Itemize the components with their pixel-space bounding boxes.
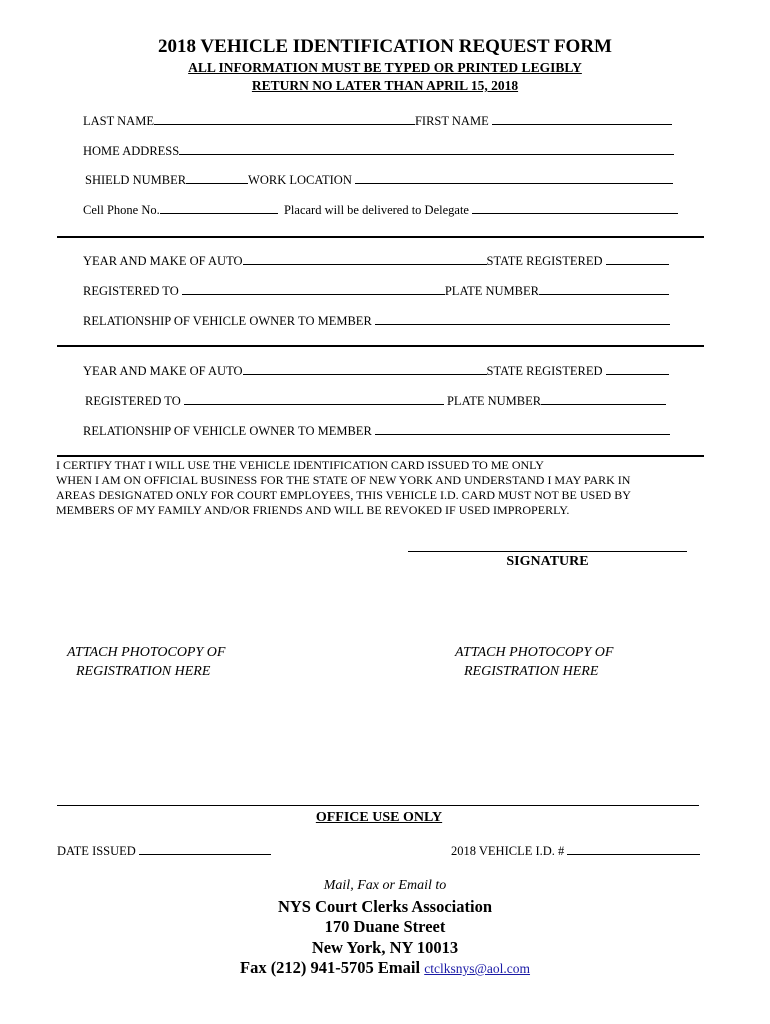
- v2-plate-field[interactable]: [541, 393, 666, 405]
- last-name-row: [83, 113, 672, 129]
- cell-phone-label: Cell Phone No.: [83, 203, 160, 217]
- v1-year-make-field[interactable]: [243, 253, 487, 265]
- home-address-row: [83, 143, 674, 159]
- work-location-field[interactable]: [355, 172, 673, 184]
- certification-text: [56, 458, 696, 518]
- attach-left-line1: ATTACH PHOTOCOPY OF: [67, 645, 226, 660]
- instruction-legibly: ALL INFORMATION MUST BE TYPED OR PRINTED LEGIBLY: [188, 60, 582, 75]
- certification-line: I CERTIFY THAT I WILL USE THE VEHICLE IDENTIFICATION CARD ISSUED TO ME ONLY: [56, 458, 544, 472]
- vehicle-id-field[interactable]: [567, 843, 700, 855]
- office-divider: [57, 805, 699, 806]
- certification-line: AREAS DESIGNATED ONLY FOR COURT EMPLOYEES, THIS VEHICLE I.D. CARD MUST NOT BE USED BY: [56, 488, 631, 502]
- instruction-deadline: RETURN NO LATER THAN APRIL 15, 2018: [251, 78, 519, 93]
- v1-relationship-row: [83, 313, 670, 329]
- attach-right-line2: REGISTRATION HERE: [464, 664, 599, 679]
- v2-state-label: STATE REGISTERED: [486, 364, 603, 378]
- footer-street: 170 Duane Street: [324, 917, 446, 936]
- v2-plate-label: PLATE NUMBER: [446, 394, 542, 408]
- last-name-label: LAST NAME: [83, 114, 154, 128]
- attach-right: [455, 643, 613, 681]
- v2-state-field[interactable]: [606, 363, 669, 375]
- vehicle-id-label: 2018 VEHICLE I.D. #: [451, 844, 565, 858]
- v1-relationship-field[interactable]: [375, 313, 670, 325]
- footer-intro: Mail, Fax or Email to: [323, 878, 447, 893]
- shield-row: [85, 172, 673, 188]
- shield-number-field[interactable]: [186, 172, 248, 184]
- office-use-heading: OFFICE USE ONLY: [315, 810, 443, 825]
- v2-year-make-field[interactable]: [243, 363, 487, 375]
- attach-right-line1: ATTACH PHOTOCOPY OF: [455, 645, 614, 660]
- v2-relationship-label: RELATIONSHIP OF VEHICLE OWNER TO MEMBER: [83, 424, 372, 438]
- v2-registered-to-label: REGISTERED TO: [85, 394, 181, 408]
- v2-relationship-row: [83, 423, 670, 439]
- v1-year-make-label: YEAR AND MAKE OF AUTO: [83, 254, 243, 268]
- signature-line[interactable]: [408, 551, 687, 552]
- v1-registered-to-label: REGISTERED TO: [83, 284, 179, 298]
- home-address-field[interactable]: [179, 143, 674, 155]
- v1-state-field[interactable]: [606, 253, 669, 265]
- v2-registered-row: [85, 393, 666, 409]
- certification-line: WHEN I AM ON OFFICIAL BUSINESS FOR THE STATE OF NEW YORK AND UNDERSTAND I MAY PARK IN: [56, 473, 631, 487]
- vehicle-id-row: [451, 843, 700, 859]
- footer-org: NYS Court Clerks Association: [277, 897, 493, 916]
- first-name-field[interactable]: [492, 113, 672, 125]
- signature-label: SIGNATURE: [506, 554, 589, 569]
- section-divider: [57, 345, 704, 347]
- v2-registered-to-field[interactable]: [184, 393, 444, 405]
- placard-field[interactable]: [472, 202, 678, 214]
- certification-line: MEMBERS OF MY FAMILY AND/OR FRIENDS AND WILL BE REVOKED IF USED IMPROPERLY.: [56, 503, 570, 517]
- date-issued-label: DATE ISSUED: [57, 844, 136, 858]
- v2-year-row: [83, 363, 669, 379]
- v2-year-make-label: YEAR AND MAKE OF AUTO: [83, 364, 243, 378]
- date-issued-row: [57, 843, 271, 859]
- footer-city: New York, NY 10013: [311, 938, 459, 957]
- v1-relationship-label: RELATIONSHIP OF VEHICLE OWNER TO MEMBER: [83, 314, 372, 328]
- v1-state-label: STATE REGISTERED: [486, 254, 603, 268]
- home-address-label: HOME ADDRESS: [83, 144, 180, 158]
- v1-registered-to-field[interactable]: [182, 283, 445, 295]
- footer-fax: Fax (212) 941-5705 Email: [239, 958, 421, 977]
- attach-left: [67, 643, 225, 681]
- v1-registered-row: [83, 283, 669, 299]
- v1-plate-label: PLATE NUMBER: [444, 284, 539, 298]
- work-location-label: WORK LOCATION: [248, 173, 352, 187]
- footer-contact: [0, 958, 770, 978]
- date-issued-field[interactable]: [139, 843, 271, 855]
- v1-year-row: [83, 253, 669, 269]
- first-name-label: FIRST NAME: [414, 114, 489, 128]
- form-title: 2018 VEHICLE IDENTIFICATION REQUEST FORM: [158, 36, 612, 57]
- placard-label: Placard will be delivered to Delegate: [283, 203, 469, 217]
- v1-plate-field[interactable]: [539, 283, 669, 295]
- cell-phone-row: [83, 202, 678, 218]
- v2-relationship-field[interactable]: [375, 423, 670, 435]
- attach-left-line2: REGISTRATION HERE: [76, 664, 211, 679]
- footer-email-link[interactable]: ctclksnys@aol.com: [424, 961, 531, 976]
- last-name-field[interactable]: [154, 113, 415, 125]
- section-divider: [57, 455, 704, 457]
- shield-number-label: SHIELD NUMBER: [85, 173, 187, 187]
- section-divider: [57, 236, 704, 238]
- cell-phone-field[interactable]: [160, 202, 278, 214]
